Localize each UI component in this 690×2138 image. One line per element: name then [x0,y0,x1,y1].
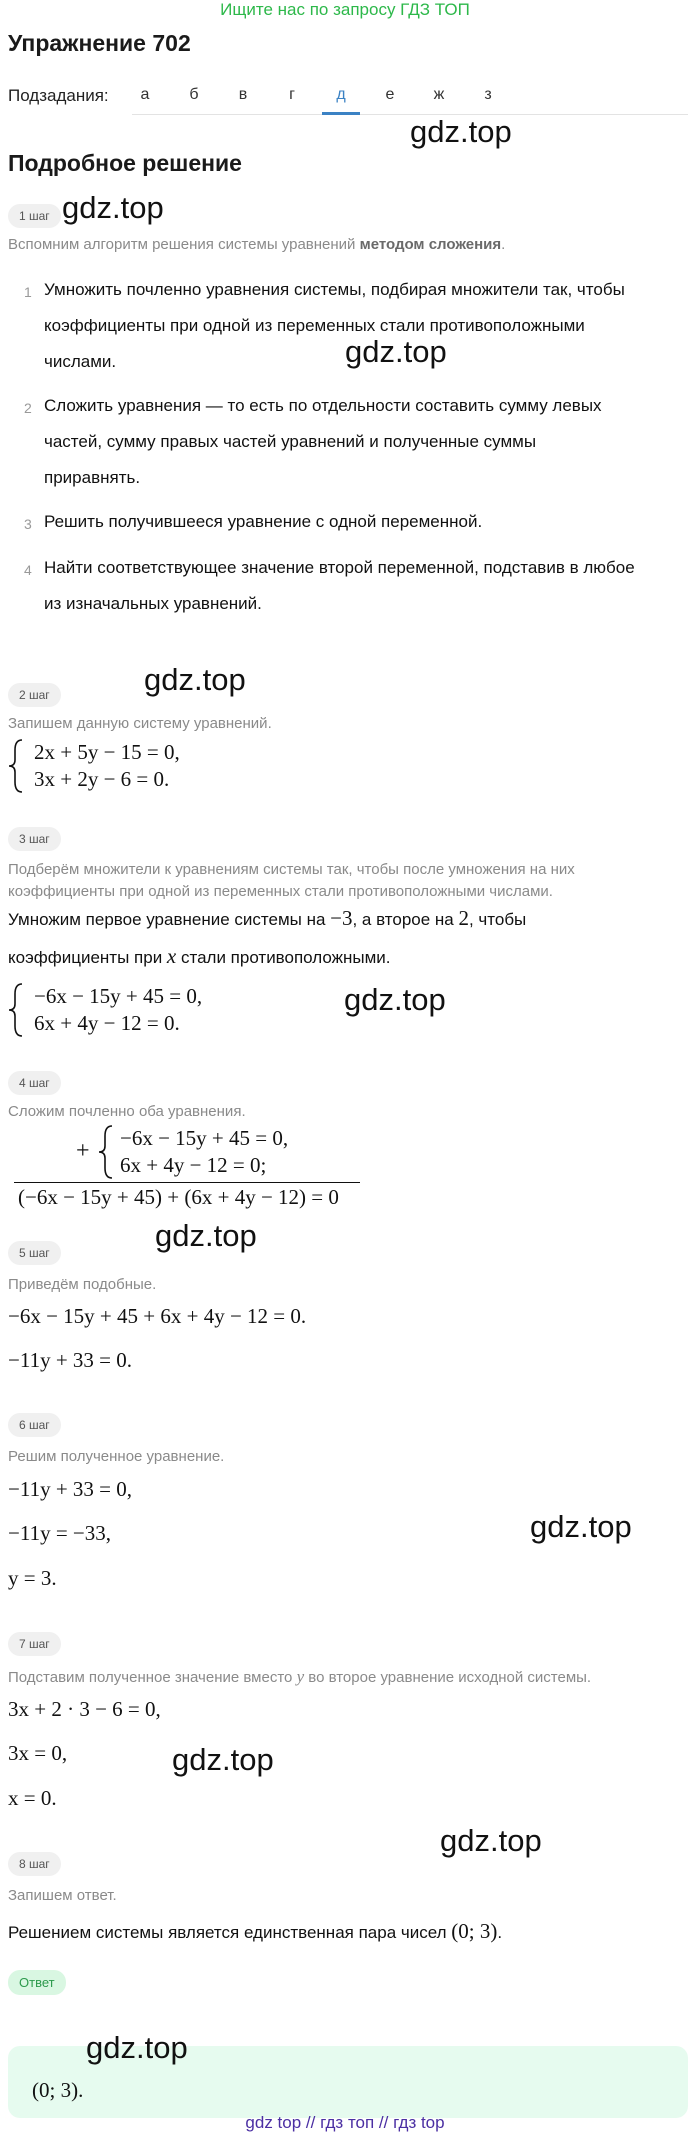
equation-line: −11y = −33, [8,1521,112,1545]
answer-value: (0; 3). [32,2078,84,2102]
tab-subtask-a[interactable]: а [140,86,150,103]
step-1-intro: Вспомним алгоритм решения системы уравнений методом сложения. [8,236,506,253]
step-5-badge: 5 шаг [8,1241,61,1265]
system-brace [6,982,26,1038]
system-equation-2: 3x + 2y − 6 = 0. [34,767,170,791]
step-8-badge: 8 шаг [8,1852,61,1876]
page-title: Упражнение 702 [8,30,191,56]
tab-subtask-zh[interactable]: ж [433,86,445,103]
step-3-badge: 3 шаг [8,827,61,851]
step-7-badge: 7 шаг [8,1632,61,1656]
section-title: Подробное решение [8,150,242,176]
addition-equation-1: −6x − 15y + 45 = 0, [120,1126,289,1150]
step-5-intro: Приведём подобные. [8,1276,157,1293]
footer-links[interactable]: gdz top // гдз топ // гдз top [245,2113,445,2132]
plus-sign: + [76,1138,90,1164]
step-2-badge: 2 шаг [8,683,61,707]
step-4-badge: 4 шаг [8,1071,61,1095]
list-item-number: 4 [24,562,32,578]
equation-line: −11y + 33 = 0, [8,1477,133,1501]
step-8-text: Решением системы является единственная пара чисел (0; 3). [8,1919,503,1943]
step-6-intro: Решим полученное уравнение. [8,1448,225,1465]
step-7-intro: Подставим полученное значение вместо y во второе уравнение исходной системы. [8,1667,592,1686]
list-item-number: 3 [24,516,32,532]
tab-subtask-z[interactable]: з [484,86,492,103]
watermark: gdz.top [172,1742,274,1777]
list-item-number: 1 [24,284,32,300]
step-6-badge: 6 шаг [8,1413,61,1437]
system-equation-2: 6x + 4y − 12 = 0. [34,1011,180,1035]
watermark: gdz.top [530,1509,632,1544]
tab-subtask-g[interactable]: г [289,86,295,103]
system-brace [96,1124,116,1180]
equation-line: 3x + 2 · 3 − 6 = 0, [8,1697,161,1721]
tab-subtask-e[interactable]: е [385,86,395,103]
equation-line: x = 0. [8,1786,57,1810]
algorithm-step-1: Умножить почленно уравнения системы, подбирая множители так, чтобы коэффициенты при одной из переменных стали противоположными числами. [44,280,625,371]
system-equation-1: −6x − 15y + 45 = 0, [34,984,203,1008]
tab-subtask-d[interactable]: д [336,86,346,103]
algorithm-step-2: Сложить уравнения — то есть по отдельности составить сумму левых частей, сумму правых частей уравнений и полученные суммы приравнять. [44,396,602,487]
step-3-intro: Подберём множители к уравнениям системы так, чтобы после умножения на них коэффициенты при одной из переменных стали противоположными числами. [8,861,575,900]
equation-line: 3x = 0, [8,1741,68,1765]
system-brace [6,738,26,794]
subtasks-tabs [132,78,688,115]
watermark: gdz.top [345,334,447,369]
system-equation-1: 2x + 5y − 15 = 0, [34,740,180,764]
step-1-badge: 1 шаг [8,204,61,228]
equation-line: −11y + 33 = 0. [8,1348,133,1372]
step-4-intro: Сложим почленно оба уравнения. [8,1103,246,1120]
watermark: gdz.top [410,114,512,149]
subtasks-label: Подзадания: [8,86,109,105]
step-8-intro: Запишем ответ. [8,1887,117,1904]
equation-line: −6x − 15y + 45 + 6x + 4y − 12 = 0. [8,1304,307,1328]
watermark: gdz.top [440,1823,542,1858]
step-3-text: Умножим первое уравнение системы на −3, а второе на 2, чтобы коэффициенты при x стали противоположными. [8,906,527,968]
watermark: gdz.top [144,662,246,697]
addition-line [14,1182,360,1183]
watermark: gdz.top [86,2030,188,2065]
watermark: gdz.top [344,982,446,1017]
algorithm-step-3: Решить получившееся уравнение с одной переменной. [44,512,483,531]
algorithm-step-4: Найти соответствующее значение второй переменной, подставив в любое из изначальных уравнений. [44,558,635,613]
watermark: gdz.top [155,1218,257,1253]
active-tab-indicator [322,112,360,115]
addition-equation-2: 6x + 4y − 12 = 0; [120,1153,267,1177]
step-2-intro: Запишем данную систему уравнений. [8,715,272,732]
top-search-banner: Ищите нас по запросу ГДЗ ТОП [220,0,470,19]
tab-subtask-v[interactable]: в [238,86,248,103]
equation-line: y = 3. [8,1566,57,1590]
sum-equation: (−6x − 15y + 45) + (6x + 4y − 12) = 0 [18,1185,339,1209]
list-item-number: 2 [24,400,32,416]
answer-badge: Ответ [8,1970,66,1995]
tab-subtask-b[interactable]: б [189,86,199,103]
watermark: gdz.top [62,190,164,225]
